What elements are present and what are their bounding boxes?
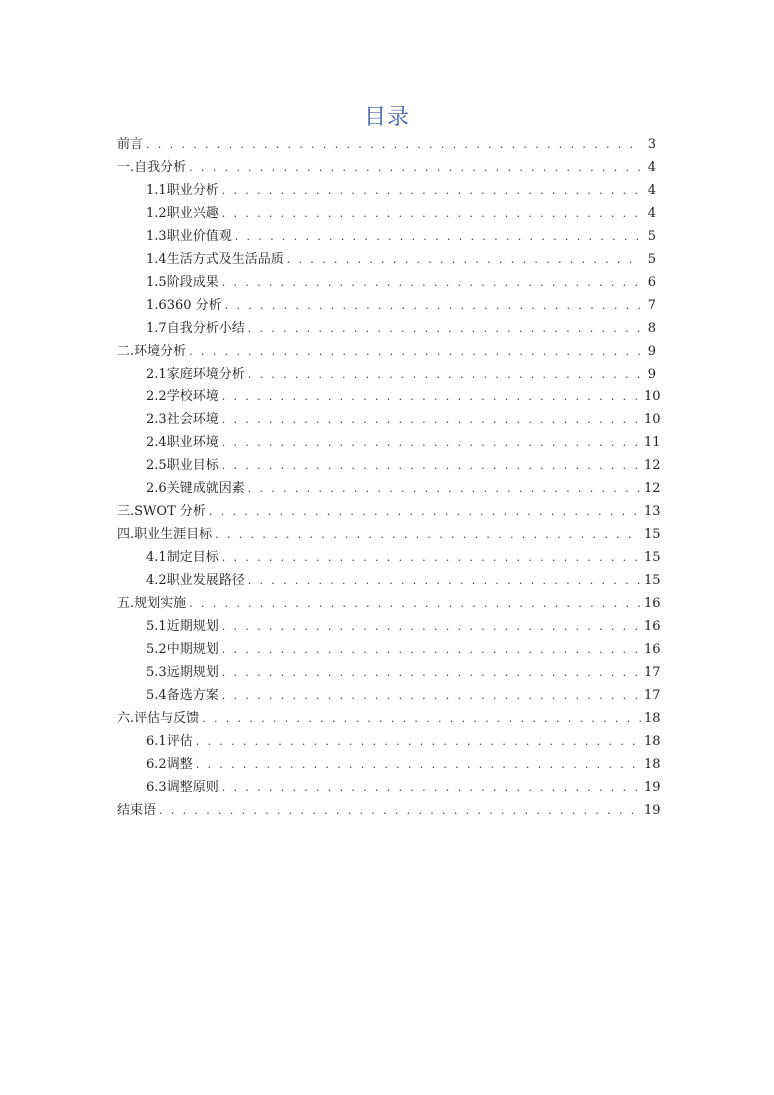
toc-entry-label: 家庭环境分析: [166, 366, 245, 382]
toc-entry[interactable]: [146, 409, 661, 431]
dot-leader: [189, 157, 641, 179]
dot-leader: [222, 272, 641, 294]
toc-entry-number: 6.1: [146, 733, 167, 749]
dot-leader: [209, 501, 641, 523]
dot-leader: [235, 226, 641, 248]
toc-entry[interactable]: [146, 754, 661, 776]
toc-entry-label: 结束语: [117, 802, 157, 818]
toc-entry-page-number: 11: [644, 435, 661, 451]
toc-entry-label: 中期规划: [166, 641, 219, 657]
toc-entry-number: 6.2: [146, 756, 167, 772]
toc-entry-number: 4.1: [146, 550, 167, 566]
dot-leader: [287, 249, 641, 271]
toc-entry-label: 评估与反馈: [134, 710, 200, 726]
dot-leader: [189, 341, 641, 363]
dot-leader: [189, 593, 641, 615]
toc-entry-label: 近期规划: [166, 618, 219, 634]
toc-entry-label: 职业生涯目标: [134, 527, 213, 543]
toc-entry-page-number: 18: [644, 710, 661, 726]
toc-entry-number: 5.3: [146, 664, 167, 680]
toc-entry-label: 生活方式及生活品质: [166, 251, 284, 267]
toc-entry-label: 调整: [166, 756, 193, 772]
toc-entry-number: 5.4: [146, 687, 167, 703]
dot-leader: [248, 570, 641, 592]
dot-leader: [222, 547, 641, 569]
toc-entry-label: 职业分析: [166, 182, 219, 198]
toc-entry[interactable]: [146, 249, 656, 271]
toc-entry[interactable]: [146, 639, 661, 661]
toc-entry[interactable]: [146, 386, 661, 408]
toc-entry-number: 三.: [117, 504, 135, 520]
toc-entry-page-number: 7: [647, 297, 656, 313]
toc-entry-page-number: 9: [647, 343, 656, 359]
toc-entry-page-number: 4: [647, 205, 656, 221]
toc-entry-page-number: 3: [647, 137, 656, 152]
toc-entry[interactable]: [146, 203, 656, 225]
toc-title: 目录: [363, 105, 410, 130]
toc-entry-number: 2.3: [146, 412, 167, 428]
toc-entry-page-number: 8: [647, 320, 656, 336]
toc-entry-label: 规划实施: [134, 596, 187, 611]
toc-entry[interactable]: [117, 157, 656, 179]
toc-entry-number: 6.3: [146, 779, 167, 795]
toc-entry-page-number: 4: [647, 182, 656, 198]
toc-entry-page-number: 5: [647, 251, 656, 267]
dot-leader: [248, 364, 641, 386]
toc-entry-page-number: 19: [644, 779, 661, 795]
dot-leader: [215, 524, 641, 546]
toc-entry[interactable]: [117, 134, 656, 156]
dot-leader: [196, 754, 641, 776]
toc-entry-label: 学校环境: [166, 389, 219, 405]
toc-entry-label: 前言: [117, 137, 144, 152]
dot-leader: [248, 318, 641, 340]
toc-entry-number: 1.6: [146, 297, 167, 313]
toc-entry-label: 阶段成果: [166, 274, 219, 290]
toc-entry-label: 自我分析: [134, 159, 187, 175]
toc-entry-label: 职业环境: [166, 435, 219, 451]
toc-entry-page-number: 15: [644, 573, 661, 589]
toc-entry-number: 5.1: [146, 618, 167, 634]
toc-entry-page-number: 16: [644, 596, 661, 611]
toc-entry-number: 五.: [117, 596, 135, 611]
toc-entry-page-number: 4: [647, 159, 656, 175]
toc-entry-number: 1.2: [146, 205, 167, 221]
toc-entry-page-number: 5: [647, 228, 656, 244]
toc-entry-label: 关键成就因素: [166, 481, 245, 497]
toc-entry-label: 评估: [166, 733, 193, 749]
toc-entry-label: 调整原则: [166, 779, 219, 795]
toc-entry-number: 2.6: [146, 481, 167, 497]
dot-leader: [222, 386, 641, 408]
toc-entry-page-number: 17: [644, 687, 661, 703]
toc-entry-label: 360 分析: [166, 297, 222, 313]
toc-entry-label: 职业价值观: [166, 228, 232, 244]
dot-leader: [222, 203, 641, 225]
toc-entry-page-number: 13: [644, 504, 661, 520]
toc-entry-number: 1.7: [146, 320, 167, 336]
toc-entry[interactable]: [146, 616, 661, 638]
toc-entry[interactable]: [117, 524, 661, 546]
toc-entry-page-number: 12: [644, 458, 661, 474]
dot-leader: [222, 432, 641, 454]
toc-entry-page-number: 16: [644, 618, 661, 634]
dot-leader: [196, 731, 641, 753]
toc-entry[interactable]: [146, 478, 661, 500]
toc-entry-page-number: 17: [644, 664, 661, 680]
toc-entry-number: 2.2: [146, 389, 167, 405]
toc-entry-label: 职业发展路径: [166, 573, 245, 589]
dot-leader: [146, 134, 641, 156]
toc-entry-number: 2.4: [146, 435, 167, 451]
toc-entry-label: 远期规划: [166, 664, 219, 680]
toc-entry-number: 六.: [117, 710, 135, 726]
toc-entry-page-number: 18: [644, 756, 661, 772]
dot-leader: [222, 777, 641, 799]
toc-entry[interactable]: [146, 295, 656, 317]
toc-entry[interactable]: [146, 226, 656, 248]
toc-entry[interactable]: [146, 318, 656, 340]
toc-entry-number: 四.: [117, 527, 135, 543]
toc-entry-label: SWOT 分析: [134, 504, 206, 520]
toc-entry-number: 5.2: [146, 641, 167, 657]
toc-entry-page-number: 18: [644, 733, 661, 749]
toc-entry[interactable]: [146, 455, 661, 477]
dot-leader: [222, 685, 641, 707]
dot-leader: [222, 409, 641, 431]
toc-entry-label: 自我分析小结: [166, 320, 245, 336]
dot-leader: [159, 800, 641, 822]
toc-entry[interactable]: [146, 547, 661, 569]
toc-entry[interactable]: [117, 800, 661, 822]
toc-entry[interactable]: [117, 708, 661, 730]
toc-entry-number: 4.2: [146, 573, 167, 589]
toc-entry-page-number: 9: [647, 366, 656, 382]
toc-entry-label: 社会环境: [166, 412, 219, 428]
toc-entry-label: 制定目标: [166, 550, 219, 566]
toc-entry[interactable]: [146, 180, 656, 202]
toc-entry-label: 职业兴趣: [166, 205, 219, 221]
dot-leader: [222, 180, 641, 202]
toc-entry-number: 1.4: [146, 251, 167, 267]
toc-entry[interactable]: [146, 364, 656, 386]
toc-entry[interactable]: [146, 570, 661, 592]
toc-entry[interactable]: [146, 272, 656, 294]
toc-entry-page-number: 10: [644, 389, 661, 405]
toc-entry-number: 一.: [117, 159, 135, 175]
toc-entry-label: 备选方案: [166, 687, 219, 703]
toc-entry-page-number: 15: [644, 550, 661, 566]
dot-leader: [248, 478, 641, 500]
toc-entry-page-number: 19: [644, 802, 661, 818]
toc-entry-number: 2.5: [146, 458, 167, 474]
dot-leader: [225, 295, 641, 317]
toc-entry-page-number: 6: [647, 274, 656, 290]
toc-entry-page-number: 10: [644, 412, 661, 428]
toc-entry-number: 2.1: [146, 366, 167, 382]
dot-leader: [222, 639, 641, 661]
toc-entry-page-number: 16: [644, 641, 661, 657]
toc-entry-label: 职业目标: [166, 458, 219, 474]
toc-entry[interactable]: [117, 501, 661, 523]
dot-leader: [222, 616, 641, 638]
toc-entry[interactable]: [146, 432, 661, 454]
toc-entry-page-number: 15: [644, 527, 661, 543]
toc-entry-number: 1.5: [146, 274, 167, 290]
toc-entry-number: 1.1: [146, 182, 167, 198]
toc-entry-number: 1.3: [146, 228, 167, 244]
toc-entry-label: 环境分析: [134, 343, 187, 359]
dot-leader: [222, 662, 641, 684]
dot-leader: [202, 708, 641, 730]
toc-entry[interactable]: [146, 777, 661, 799]
dot-leader: [222, 455, 641, 477]
toc-entry[interactable]: [117, 341, 656, 363]
toc-entry[interactable]: [117, 593, 661, 615]
toc-entry[interactable]: [146, 685, 661, 707]
toc-entry[interactable]: [146, 731, 661, 753]
toc-entry[interactable]: [146, 662, 661, 684]
toc-entry-number: 二.: [117, 343, 135, 359]
toc-entry-page-number: 12: [644, 481, 661, 497]
